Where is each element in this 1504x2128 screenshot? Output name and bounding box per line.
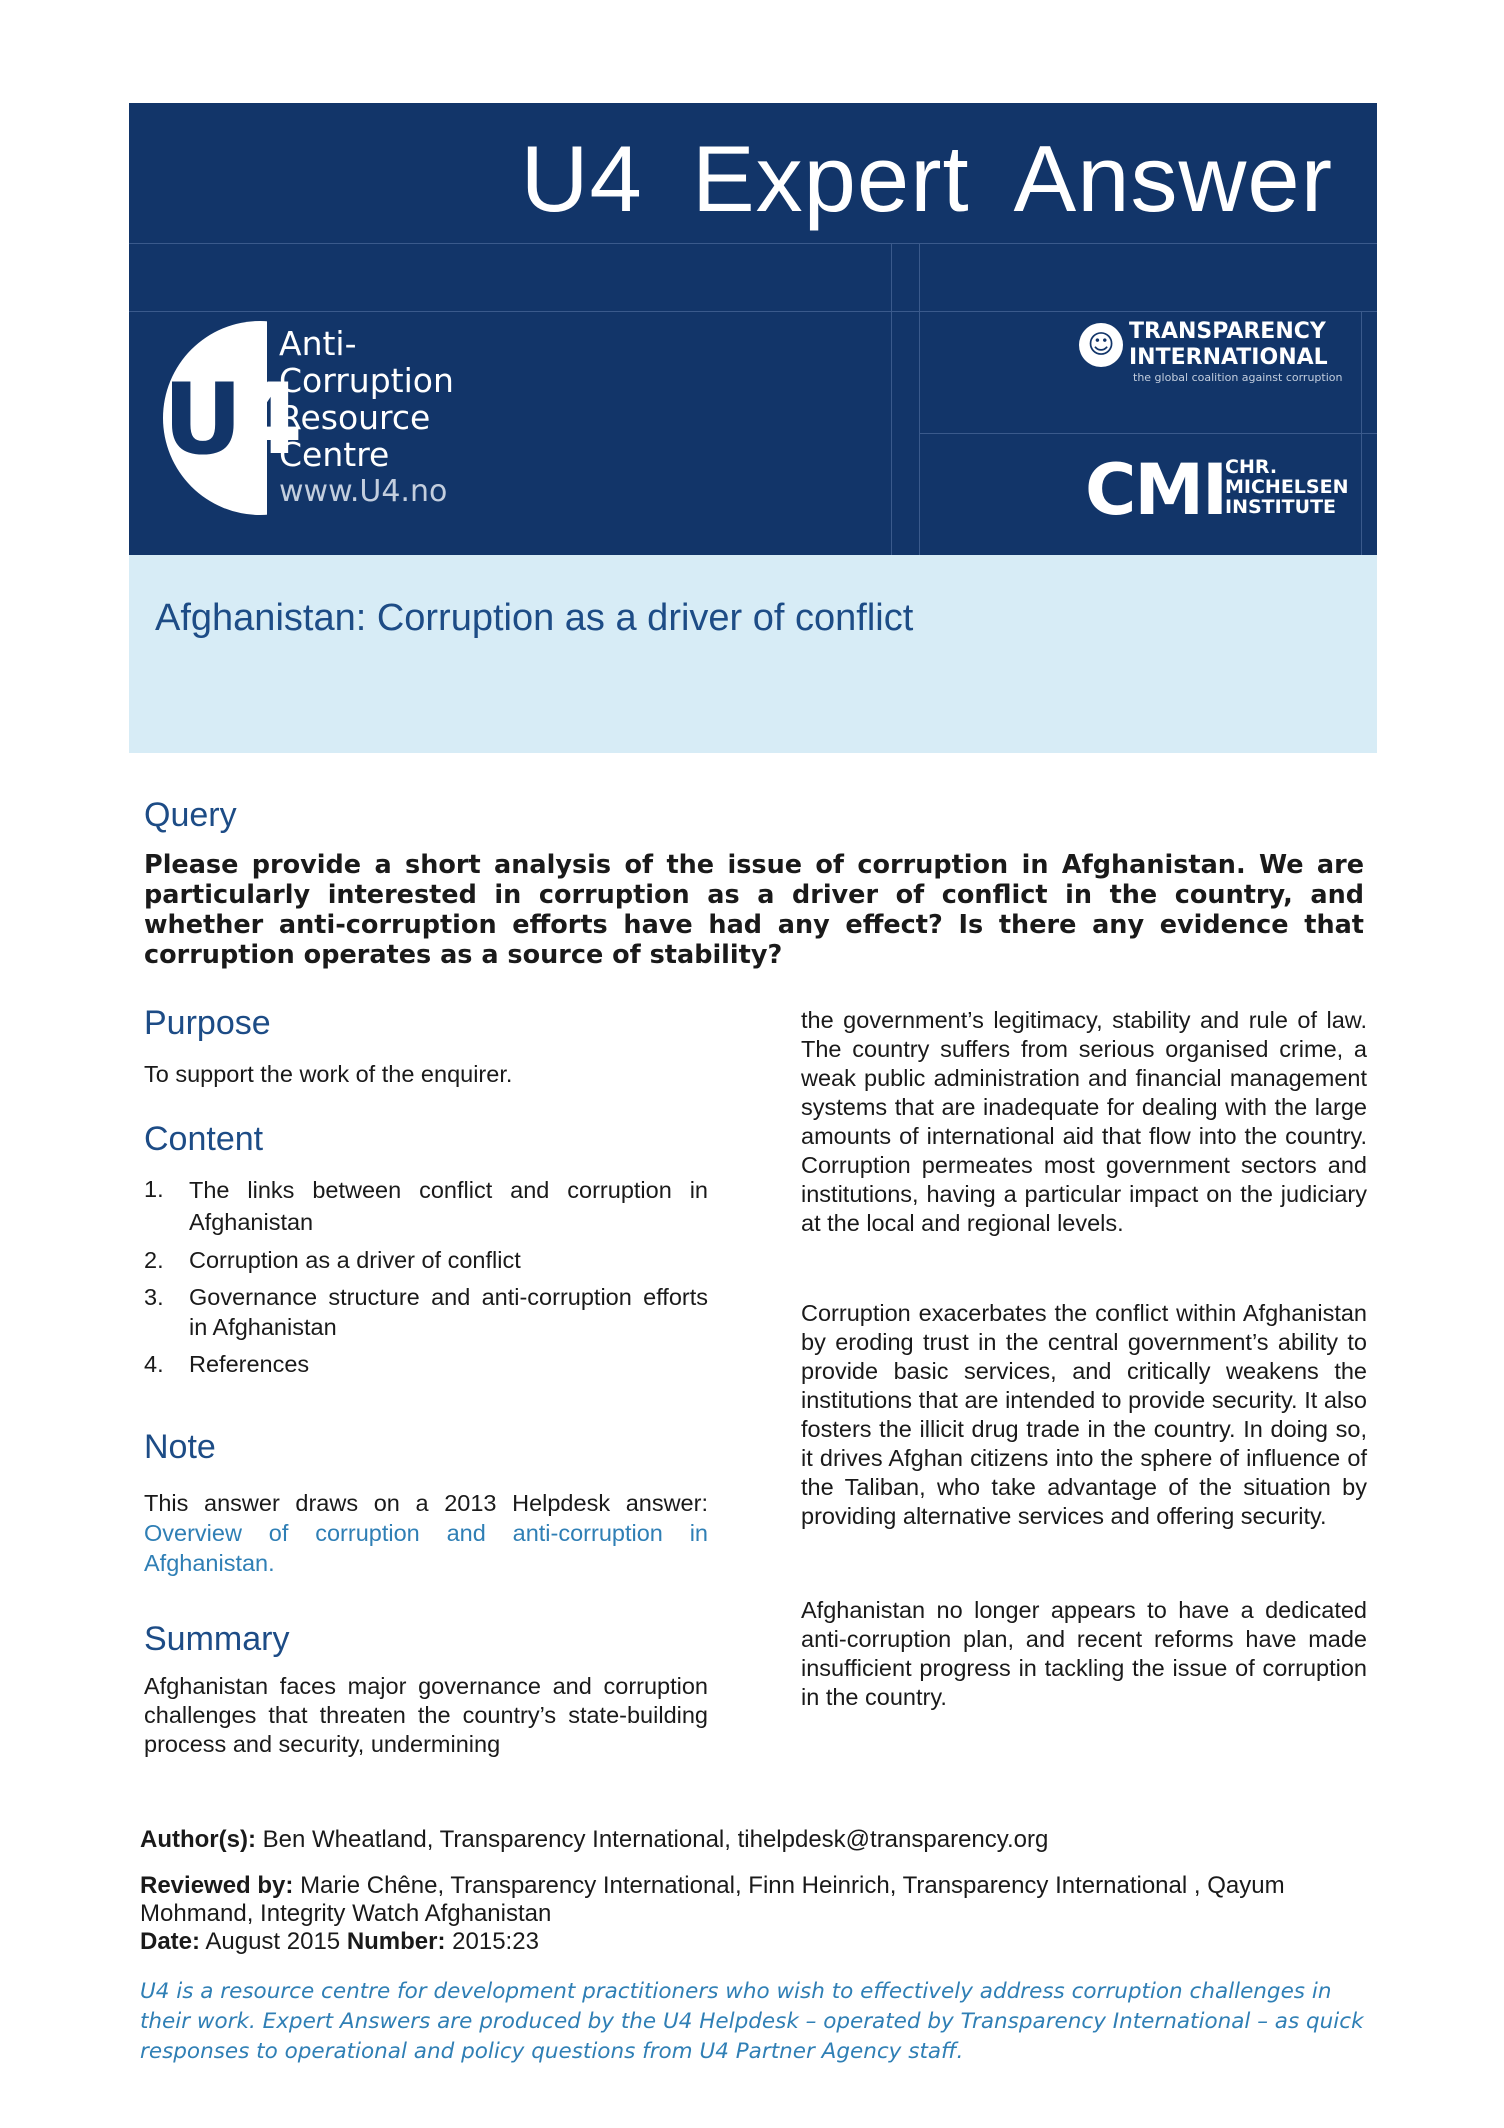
header-banner: [129, 103, 1377, 555]
u4-logo-line: Centre: [279, 435, 390, 474]
purpose-heading: Purpose: [144, 1004, 271, 1042]
cmi-logo-mark: CMI: [1085, 449, 1227, 531]
content-heading: Content: [144, 1120, 264, 1158]
ti-logo-name-line2: INTERNATIONAL: [1129, 345, 1328, 370]
list-item-number: 1.: [144, 1176, 164, 1202]
document-title: Afghanistan: Corruption as a driver of conflict: [155, 597, 914, 639]
review-date-block: [140, 1872, 1370, 1956]
header-divider: [129, 243, 1377, 244]
title-band: [129, 555, 1377, 753]
u4-logo-text: [279, 325, 454, 510]
summary-paragraph-3: Afghanistan no longer appears to have a dedicated anti-corruption plan, and recent reforms have made insufficient progress in tackling the issue of corruption in the country.: [801, 1597, 1367, 1710]
cmi-logo-text: [1225, 457, 1348, 517]
disclaimer: U4 is a resource centre for development practitioners who wish to effectively address corruption challenges in their work. Expert Answers are produced by the U4 Helpdesk – operated by Transparency International – as quick responses to operational and policy questions from U4 Partner Agency staff.: [140, 1979, 1364, 2064]
cmi-logo-line: MICHELSEN: [1225, 476, 1349, 498]
u4-logo-line: Resource: [279, 398, 431, 437]
author-value: Ben Wheatland, Transparency International, tihelpdesk@transparency.org: [262, 1826, 1049, 1853]
reviewed-value: Marie Chêne, Transparency International, Finn Heinrich, Transparency International , Qayum Mohmand, Integrity Watch Afghanistan: [140, 1872, 1285, 1927]
content-list: [144, 1174, 708, 1379]
author-label: Author(s):: [140, 1826, 256, 1853]
date-value: August 2015: [205, 1928, 341, 1955]
u4-logo-line: Corruption: [279, 361, 454, 400]
summary-paragraph-1-continued: the government’s legitimacy, stability and rule of law. The country suffers from serious organised crime, a weak public administration and financial management systems that are inadequate for dealing with the large amounts of international aid that flow into the country. Corruption permeates most government sectors and institutions, having a particular impact on the judiciary at the local and regional levels.: [801, 1007, 1367, 1236]
transparency-international-logo: [1079, 319, 1343, 389]
u4-logo-url: www.U4.no: [279, 474, 448, 509]
header-divider: [891, 243, 892, 555]
u4-logo-mark: [163, 363, 295, 477]
note-heading: Note: [144, 1428, 216, 1466]
summary-heading: Summary: [144, 1620, 290, 1658]
u4-logo-4: 4: [234, 363, 295, 477]
list-item-number: 2.: [144, 1247, 164, 1273]
list-item-number: 3.: [144, 1284, 164, 1310]
u4-logo-u: U: [163, 363, 235, 477]
list-item-text: The links between conflict and corruption in Afghanistan: [189, 1177, 708, 1235]
ti-logo-tagline: the global coalition against corruption: [1133, 371, 1343, 384]
number-label: Number:: [346, 1928, 446, 1955]
list-item: [144, 1349, 708, 1379]
query-text: Please provide a short analysis of the issue of corruption in Afghanistan. We are particularly interested in corruption as a driver of conflict in the country, and whether anti-corruption efforts have had any effect? Is there any evidence that corruption operates as a source of stability?: [144, 850, 1364, 970]
list-item: [144, 1174, 708, 1238]
number-value: 2015:23: [452, 1928, 539, 1955]
query-heading: Query: [144, 796, 237, 834]
cmi-logo-line: INSTITUTE: [1225, 496, 1337, 518]
header-divider: [129, 311, 1377, 312]
note-text-lead: This answer draws on a 2013 Helpdesk answer:: [144, 1490, 708, 1516]
list-item-number: 4.: [144, 1351, 164, 1377]
summary-paragraph-2: Corruption exacerbates the conflict within Afghanistan by eroding trust in the central government’s ability to provide basic services, and critically weakens the institutions that are intended to provide security. It also fosters the illicit drug trade in the country. In doing so, it drives Afghan citizens into the sphere of influence of the Taliban, who take advantage of the situation by providing alternative services and offering security.: [801, 1300, 1367, 1529]
purpose-text: To support the work of the enquirer.: [144, 1061, 513, 1087]
summary-paragraph-1-start: Afghanistan faces major governance and corruption challenges that threaten the country’s state-building process and security, undermining: [144, 1673, 708, 1757]
list-item-text: Corruption as a driver of conflict: [189, 1247, 521, 1273]
cmi-logo-line: CHR.: [1225, 456, 1278, 478]
ti-logo-name: [1129, 319, 1328, 371]
list-item-text: References: [189, 1351, 310, 1377]
u4-logo-line: Anti-: [279, 324, 357, 363]
note-text: [144, 1488, 708, 1578]
header-divider: [919, 433, 1377, 434]
page-title: U4 Expert Answer: [520, 126, 1333, 231]
list-item-text: Governance structure and anti-corruption efforts in Afghanistan: [189, 1284, 708, 1340]
list-item: [144, 1245, 708, 1275]
list-item: [144, 1282, 708, 1342]
header-divider: [1361, 311, 1362, 555]
globe-icon: ☺: [1079, 323, 1123, 367]
reviewed-label: Reviewed by:: [140, 1872, 294, 1899]
header-divider: [919, 243, 920, 555]
ti-logo-name-line1: TRANSPARENCY: [1129, 319, 1326, 344]
helpdesk-answer-link[interactable]: Overview of corruption and anti-corruption in Afghanistan.: [144, 1520, 708, 1576]
date-label: Date:: [140, 1928, 201, 1955]
author-line: [140, 1826, 1370, 1854]
cmi-logo: [1085, 449, 1349, 531]
